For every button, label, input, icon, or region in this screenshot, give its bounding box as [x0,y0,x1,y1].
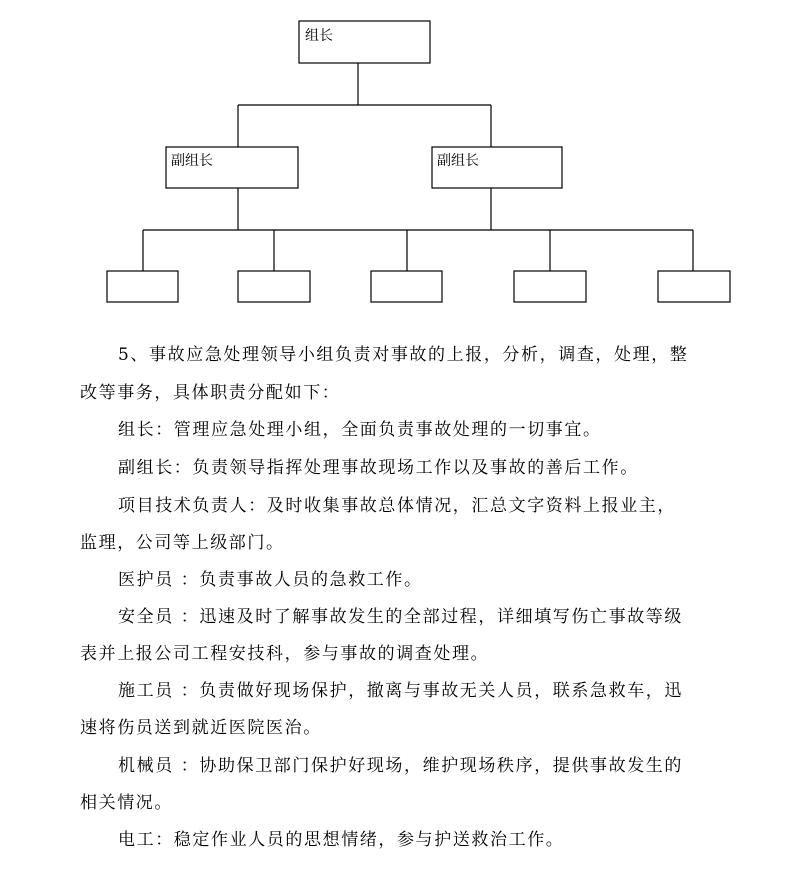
text-line: 机械员 ：协助保卫部门保护好现场，维护现场秩序，提供事故发生的 [118,756,684,776]
org-label-vice-leader: 副组长 [437,153,479,169]
text-line: 施工员 ：负责做好现场保护，撤离与事故无关人员，联系急救车，迅 [118,681,684,701]
org-label-vice-leader: 副组长 [171,153,213,169]
org-chart [0,0,797,310]
org-box-member [658,271,730,302]
text-line: 项目技术负责人：及时收集事故总体情况，汇总文字资料上报业主， [118,496,676,516]
text-line: 表并上报公司工程安技科，参与事故的调查处理。 [80,644,490,664]
org-box-member [371,271,442,302]
text-line: 副组长：负责领导指挥处理事故现场工作以及事故的善后工作。 [118,458,639,478]
org-box-member [107,271,178,302]
org-label-leader: 组长 [305,28,333,44]
text-line: 安全员 ：迅速及时了解事故发生的全部过程，详细填写伤亡事故等级 [118,607,684,627]
text-line: 监理，公司等上级部门。 [80,533,285,553]
org-box-member [514,271,586,302]
text-line: 医护员 ：负责事故人员的急救工作。 [118,570,423,590]
text-line: 电工：稳定作业人员的思想情绪，参与护送救治工作。 [118,830,565,850]
text-line: 相关情况。 [80,793,173,813]
text-line: 组长：管理应急处理小组，全面负责事故处理的一切事宜。 [118,420,602,440]
org-box-member [238,271,310,302]
text-line: 5、事故应急处理领导小组负责对事故的上报，分析，调查，处理，整 [118,345,689,365]
text-line: 速将伤员送到就近医院医治。 [80,718,322,738]
text-line: 改等事务，具体职责分配如下： [80,383,341,403]
